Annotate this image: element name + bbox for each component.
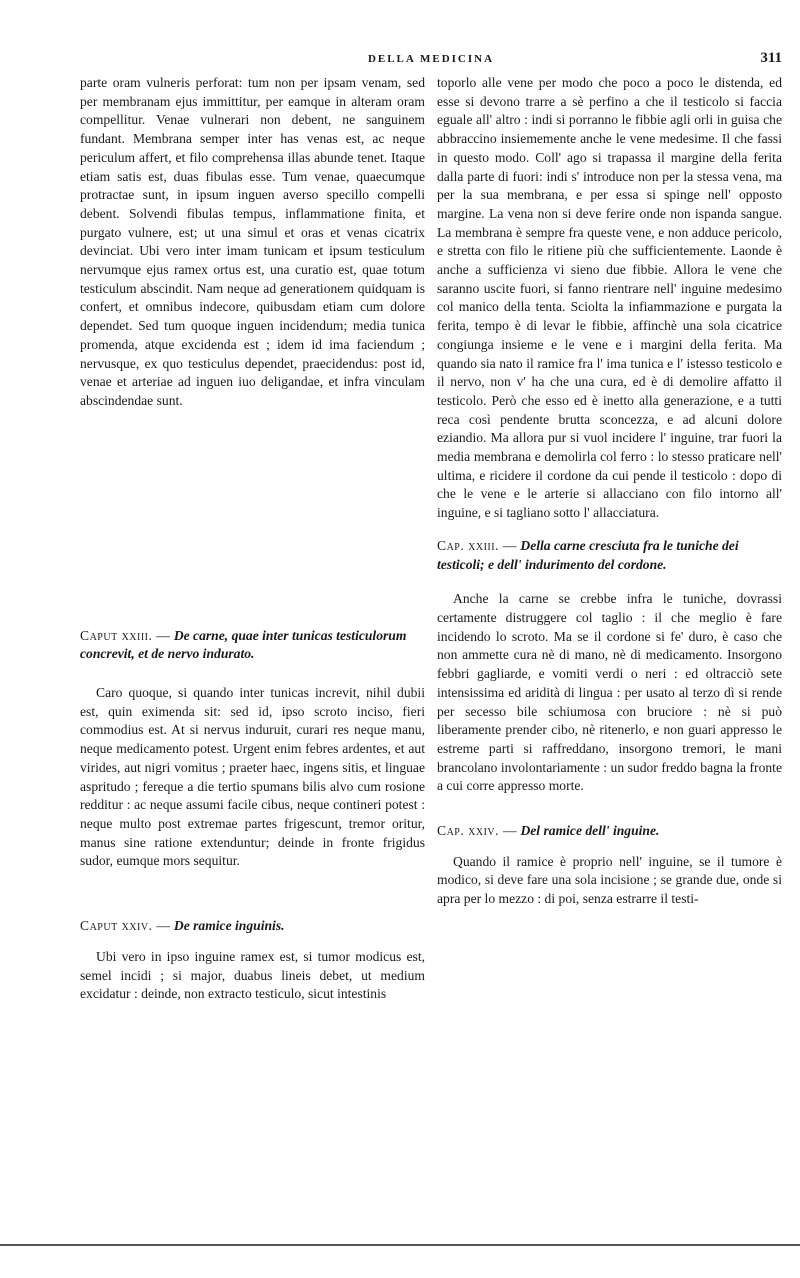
- latin-column: [80, 74, 425, 1004]
- latin-chapter-23-heading: [80, 627, 425, 664]
- italian-column: [437, 74, 782, 909]
- italian-chapter-23-title: Della carne cresciuta fra le tuniche dei testicoli; e dell' indurimento del cordone.: [437, 537, 739, 572]
- latin-paragraph-2: Caro quoque, si quando inter tunicas increvit, nihil dubii est, quin eximenda sit: sed id, ipso scroto inciso, fieri commodius est. At si nervus induruit, curari res neque manu, neque medicamento potest. Urgent enim febres ardentes, et aut virides, aut nigri vomitus ; praeter haec, ingens sitis, et linguae aspritudo ; fereque a die tertio spumans bilis alvo cum rosione redditur : ac neque assumi facile cibus, neque contineri potest : neque multo post extremae partes frigescunt, tremor oritur, manus sine ratione extenduntur; deinde in fronte frigidus sudor, eumque mors sequitur.: [80, 685, 425, 869]
- italian-paragraph-3: Quando il ramice è proprio nell' inguine, se il tumore è modico, si deve fare una sola incisione ; se grande due, onde si apra per lo mezzo : di poi, senza estrarre il testi-: [437, 853, 782, 907]
- italian-chapter-23-label: Cap. xxiii. —: [437, 537, 517, 553]
- italian-chapter-23-heading: [437, 537, 782, 574]
- latin-paragraph-1: parte oram vulneris perforat: tum non per ipsam venam, sed per membranam ejus immittitur, per eamque in alteram oram compellitur. Venae vulnerari non debent, ne sanguinem fundant. Membrana semper inter has venas est, ac neque periculum affert, et filo comprehensa illas abunde tenet. Itaque etiam satis est, duas fibulas esse. Tum venae, quaecumque protractae sunt, in ipsum inguen averso specillo compelli debent. Solvendi fibulas tempus, inflammatione finita, et purgato vulnere, est; ut una simul et oras et venas cicatrix devinciat. Ubi vero inter imam tunicam et ipsum testiculum nervumque ejus ramex ortus est, una curatio est, quae totum testiculum abscindit. Nam neque ad generationem quidquam is confert, et omnibus indecore, quibusdam etiam cum dolore dependet. Sed tum quoque inguen incidendum; media tunica promenda, atque excidenda est ; idem id ima faciendum ; nervusque, ex quo testiculus dependet, praecidendus: post id, venae et arteriae ad inguen iuo deligandae, et infra vinculam abscindendae sunt.: [80, 75, 425, 408]
- bottom-scan-edge: [0, 1244, 800, 1246]
- italian-paragraph-2: Anche la carne se crebbe infra le tuniche, dovrassi certamente distruggere col taglio : il che meglio è fare incidendo lo scroto. Ma se il cordone si fe' duro, è caso che non ammette cura nè di mano, nè di medicamento. Insorgono febbri gagliarde, e vomiti verdi o neri : ed oltracciò sete intensissima ed aridità di lingua : per usato al terzo dì si rende per secesso bile schiumosa con bruciore : nè si può liberamente prender cibo, nè ritenerlo, e non guari appresso le estreme parti si raffreddano, insorgono tremori, le mani brancolano involontariamente : un sudor freddo bagna la fronte a cui corre appresso morte.: [437, 591, 782, 794]
- latin-chapter-24-heading: [80, 917, 425, 936]
- latin-chapter-23-title: De carne, quae inter tunicas testiculorum concrevit, et de nervo indurato.: [80, 627, 407, 662]
- italian-chapter-24-title: Del ramice dell' inguine.: [520, 823, 660, 839]
- page-header: [80, 50, 782, 70]
- page-number: 311: [760, 50, 782, 66]
- latin-chapter-23-label: Caput xxiii. —: [80, 627, 171, 643]
- italian-chapter-24-label: Cap. xxiv. —: [437, 823, 518, 839]
- italian-chapter-24-heading: [437, 822, 782, 841]
- italian-paragraph-1: toporlo alle vene per modo che poco a poco le distenda, ed esse si devono trarre a sè perfino a che il testicolo si faccia eguale all' altro : indi si porranno le fibbie agli orli in guisa che abbraccino insiememente anche le vene medesime. Il che fassi in questo modo. Coll' ago si trapassa il margine della ferita dalla parte di fuori: indi s' introduce non per la stessa vena, ma per la sua membrana, e per essa si spinge nell' opposto margine. La vena non si deve ferire onde non ispanda sangue. La membrana è sempre fra queste vene, e non adduce pericolo, e stretta con filo le ritiene più che sufficientemente. Laonde è anche a sufficienza vi sieno due fibbie. Allora le vene che saranno uscite fuori, si fanno rientrare nell' inguine medesimo col manico della tenta. Sciolta la infiammazione e purgata la ferita, tempo è di levar le fibbie, affinchè una sola cicatrice congiunga insieme e le vene e i margini della ferita. Ma quando sia nato il ramice fra l' ima tunica e l' istesso testicolo e il nervo, non v' ha che una cura, ed è di demolire affatto il testicolo. Però che esso ed è inetto alla generazione, e a tutti reca così pendente brutta sconcezza, e ad alcuni dolore eziandio. Ma allora pur si vuol incidere l' inguine, trar fuori la media membrana e demolirla col ferro : lo stesso praticare nell' ultima, e ricidere il cordone da cui pende il testicolo : dopo di che le vene e le arterie si allacciano con filo intorno all' inguine, e si tagliano sotto l' allacciatura.: [437, 75, 782, 521]
- running-title: DELLA MEDICINA: [367, 53, 495, 65]
- latin-chapter-24-label: Caput xxiv. —: [80, 918, 171, 934]
- latin-paragraph-3: Ubi vero in ipso inguine ramex est, si tumor modicus est, semel incidi ; si major, duabus lineis debet, ut medium excidatur : deinde, non extracto testiculo, sicut intestinis: [80, 948, 425, 1002]
- latin-chapter-24-title: De ramice inguinis.: [173, 918, 285, 934]
